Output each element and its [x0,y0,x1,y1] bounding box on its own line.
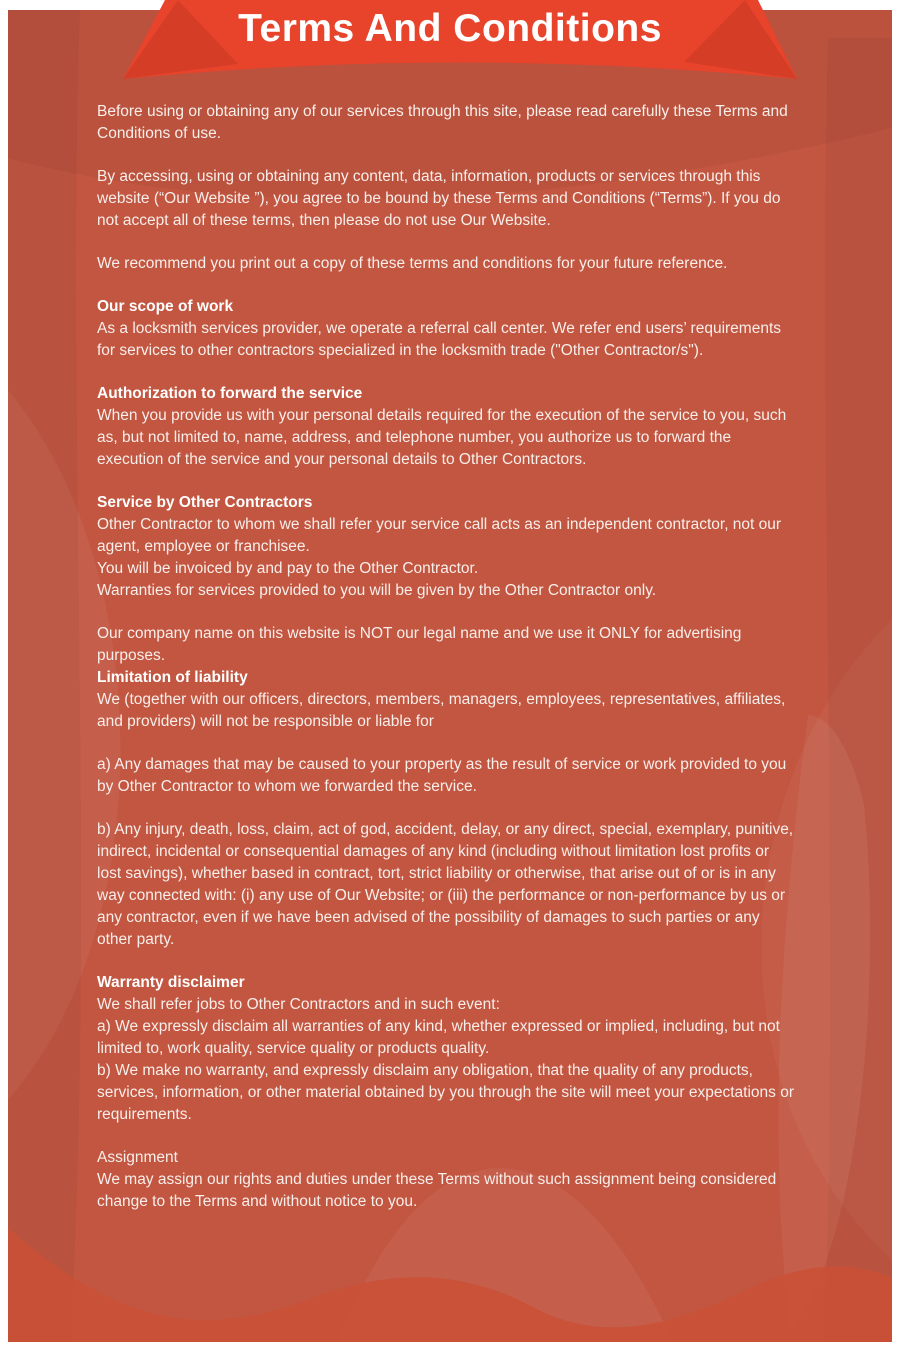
paragraph: We shall refer jobs to Other Contractors and in such event: [97,996,500,1013]
paragraph: We recommend you print out a copy of these terms and conditions for your future reference. [97,255,728,272]
paragraph: Other Contractor to whom we shall refer your service call acts as an independent contractor, not our agent, employee or franchisee. [97,516,782,555]
section-heading: Warranty disclaimer [97,974,245,991]
page-title: Terms And Conditions [238,7,662,50]
paragraph: By accessing, using or obtaining any content, data, information, products or services through this website (“Our Website ”), you agree to be bound by these Terms and Conditions (“Terms”). If you do not accept all of these terms, then please do not use Our Website. [97,168,781,229]
paragraph: We may assign our rights and duties under these Terms without such assignment being considered change to the Terms and without notice to you. [97,1171,777,1210]
paragraph: Before using or obtaining any of our services through this site, please read carefully these Terms and Conditions of use. [97,103,788,142]
paragraph: b) We make no warranty, and expressly disclaim any obligation, that the quality of any products, services, information, or other material obtained by you through the site will meet your expectations or requirements. [97,1062,794,1123]
paragraph: Our company name on this website is NOT our legal name and we use it ONLY for advertising purposes. [97,625,742,664]
section-heading: Assignment [97,1149,178,1166]
paragraph: Warranties for services provided to you will be given by the Other Contractor only. [97,582,657,599]
paragraph: a) Any damages that may be caused to your property as the result of service or work provided to you by Other Contractor to whom we forwarded the service. [97,756,787,795]
section-heading: Limitation of liability [97,669,248,686]
section-heading: Authorization to forward the service [97,385,363,402]
paragraph: b) Any injury, death, loss, claim, act of god, accident, delay, or any direct, special, exemplary, punitive, indirect, incidental or consequential damages of any kind (including without limitation lost profits or lost savings), whether based in contract, tort, strict liability or otherwise, that arise out of or is in any way connected with: (i) any use of Our Website; or (iii) the performance or non-performance by us or any contractor, even if we have been advised of the possibility of damages to such parties or any other party. [97,821,794,948]
paragraph: When you provide us with your personal details required for the execution of the service to you, such as, but not limited to, name, address, and telephone number, you authorize us to forward the execution of the service and your personal details to Other Contractors. [97,407,787,468]
paragraph: As a locksmith services provider, we operate a referral call center. We refer end users’ requirements for services to other contractors specialized in the locksmith trade ("Other Contractor/s"). [97,320,782,359]
paragraph: We (together with our officers, directors, members, managers, employees, representatives, affiliates, and providers) will not be responsible or liable for [97,691,786,730]
section-heading: Service by Other Contractors [97,494,313,511]
paragraph: a) We expressly disclaim all warranties of any kind, whether expressed or implied, including, but not limited to, work quality, service quality or products quality. [97,1018,780,1057]
paragraph: You will be invoiced by and pay to the Other Contractor. [97,560,479,577]
section-heading: Our scope of work [97,298,234,315]
terms-content [97,101,794,1213]
